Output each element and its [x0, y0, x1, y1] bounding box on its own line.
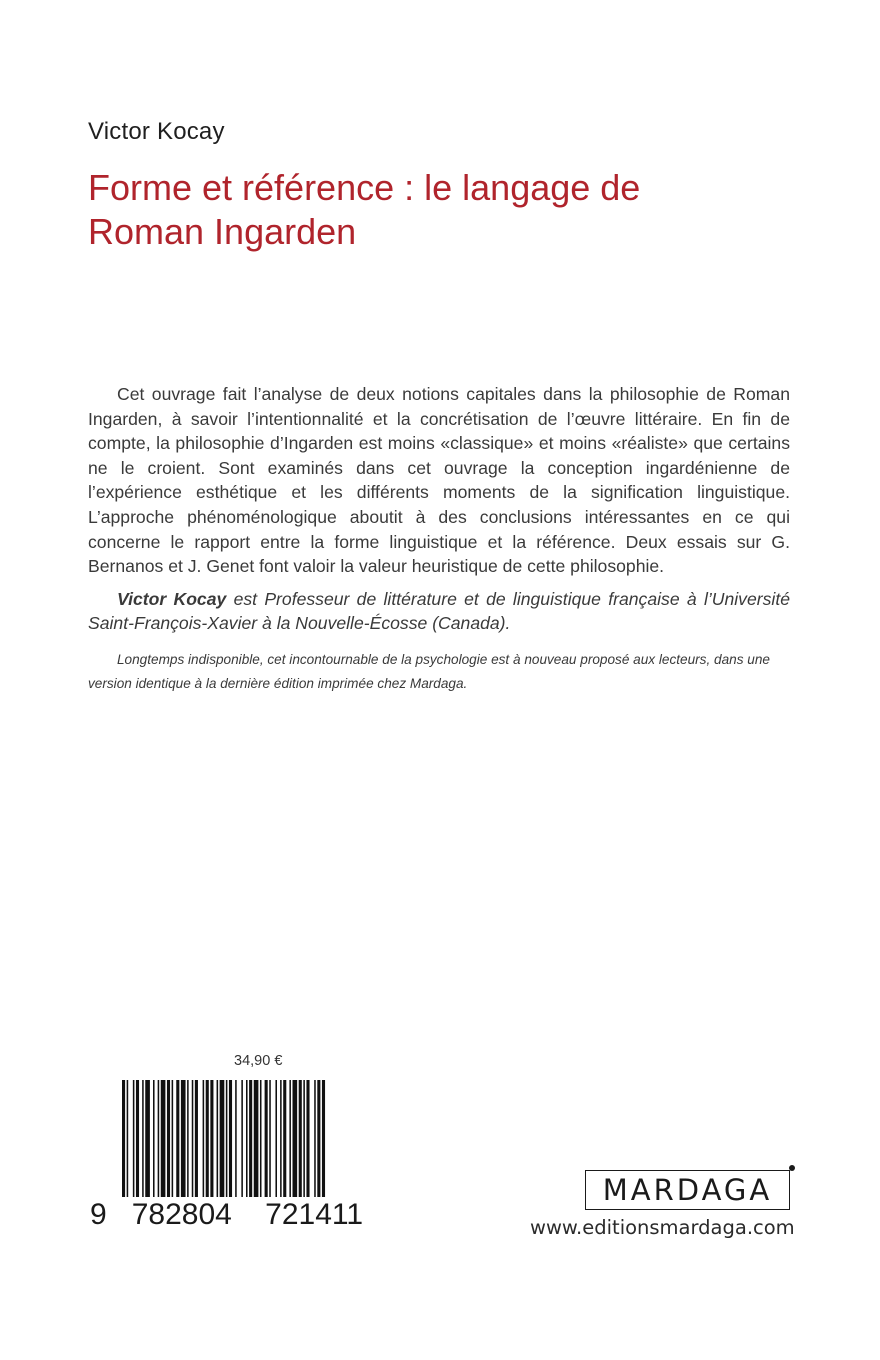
barcode-bar — [136, 1080, 139, 1198]
barcode-bar — [299, 1080, 302, 1198]
isbn-first-digit: 9 — [90, 1198, 107, 1231]
barcode-bar — [220, 1080, 225, 1198]
barcode-bar — [317, 1080, 320, 1198]
barcode-bar — [226, 1080, 228, 1198]
barcode-bar — [195, 1080, 198, 1198]
barcode-bar — [181, 1080, 186, 1198]
barcode-bar — [293, 1080, 298, 1198]
barcode-bar — [217, 1080, 219, 1198]
isbn-left-group: 782804 — [131, 1198, 232, 1231]
barcode-bar — [142, 1080, 144, 1198]
price-label: 34,90 € — [234, 1053, 283, 1069]
barcode-bar — [314, 1080, 316, 1198]
barcode-bar — [158, 1080, 160, 1198]
publisher-logo — [585, 1170, 790, 1210]
author-bio-name: Victor Kocay — [117, 588, 227, 609]
barcode-bar — [306, 1080, 309, 1198]
barcode-bar — [167, 1080, 170, 1198]
author-name: Victor Kocay — [88, 118, 225, 145]
publisher-website: www.editionsmardaga.com — [530, 1216, 795, 1239]
barcode-bar — [187, 1080, 189, 1198]
barcode-bar — [192, 1080, 194, 1198]
isbn-right-group: 721411 — [265, 1198, 364, 1231]
barcode-bar — [322, 1080, 325, 1198]
barcode-bar — [249, 1080, 252, 1198]
author-bio-text: est Professeur de littérature et de linguistique française à l’Université Saint-François-Xavier à la Nouvelle-Écosse (Canada). — [88, 588, 790, 634]
barcode-bar — [210, 1080, 213, 1198]
barcode-bar — [203, 1080, 205, 1198]
barcode-bar — [303, 1080, 305, 1198]
barcode-bar — [241, 1080, 243, 1198]
book-title — [88, 166, 788, 254]
barcode-bar — [161, 1080, 166, 1198]
barcode-bar — [254, 1080, 259, 1198]
book-title-line-1: Forme et référence : le langage de — [88, 167, 641, 208]
barcode-bar — [260, 1080, 262, 1198]
barcode-bar — [283, 1080, 286, 1198]
barcode-bar — [246, 1080, 248, 1198]
author-bio — [88, 587, 790, 636]
barcode-bar — [265, 1080, 268, 1198]
logo-dot-icon — [789, 1165, 795, 1171]
barcode-bar — [275, 1080, 277, 1198]
reissue-note: Longtemps indisponible, cet incontournable de la psychologie est à nouveau proposé aux lecteurs, dans une version identique à la dernière édition imprimée chez Mardaga. — [88, 651, 770, 691]
barcode-bar — [172, 1080, 174, 1198]
book-title-line-2: Roman Ingarden — [88, 211, 357, 252]
barcode-bar — [280, 1080, 282, 1198]
barcode-bar — [289, 1080, 291, 1198]
barcode-bar — [145, 1080, 150, 1198]
barcode-bar — [176, 1080, 179, 1198]
barcode-bar — [153, 1080, 155, 1198]
publisher-logo-text: MARDAGA — [602, 1173, 773, 1207]
book-summary: Cet ouvrage fait l’analyse de deux notions capitales dans la philosophie de Roman Ingarden, à savoir l’intentionnalité et la concrétisation de l’œuvre littéraire. En fin de compte, la philosophie d’Ingarden est moins «classique» et moins «réaliste» que certains ne le croient. Sont examinés dans cet ouvrage la conception ingardénienne de l’expérience esthétique et les différents moments de la signification linguistique. L’approche phénoménologique aboutit à des conclusions intéressantes en ce qui concerne le rapport entre la forme linguistique et la référence. Deux essais sur G. Bernanos et J. Genet font valoir la valeur heuristique de cette philosophie. — [88, 384, 790, 577]
isbn-digits — [90, 1197, 363, 1233]
barcode-bar — [133, 1080, 135, 1198]
back-cover-text — [88, 382, 790, 696]
barcode-bar — [206, 1080, 209, 1198]
barcode-bar — [269, 1080, 271, 1198]
